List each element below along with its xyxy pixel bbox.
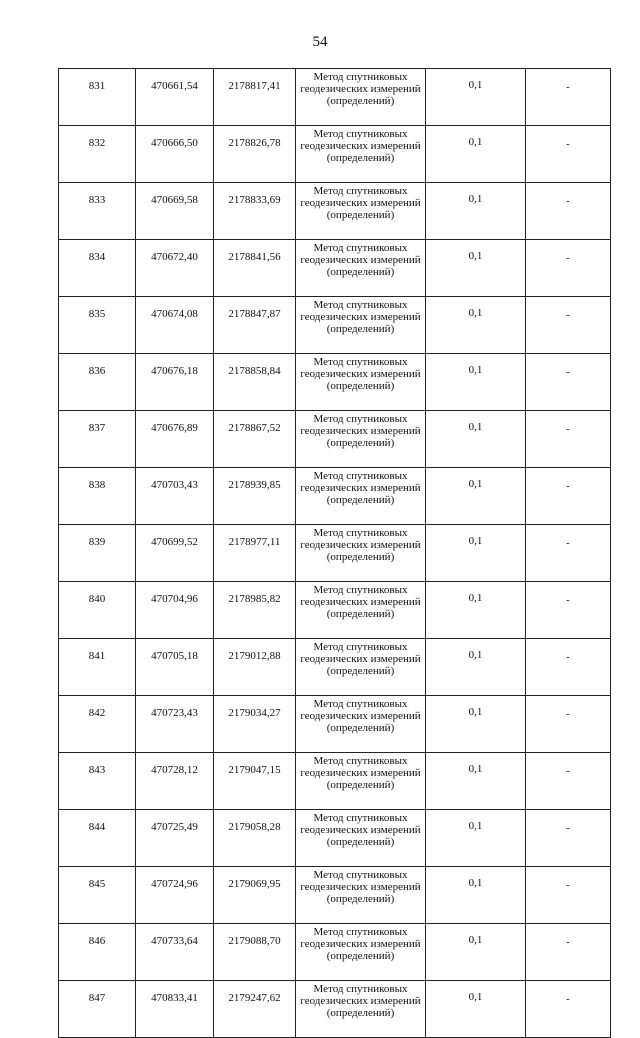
y-coordinate-cell: 2179088,70 [214,924,296,981]
accuracy-cell: 0,1 [426,753,526,810]
y-coordinate-cell: 2178847,87 [214,297,296,354]
method-cell [296,753,426,810]
description-cell: - [526,240,611,297]
method-text-line: Метод спутниковых [313,128,408,140]
table-row [59,981,611,1038]
accuracy-cell: 0,1 [426,696,526,753]
point-number-cell: 844 [59,810,136,867]
method-cell [296,981,426,1038]
method-text-line: (определений) [326,437,395,449]
description-cell: - [526,468,611,525]
x-coordinate-cell: 470703,43 [136,468,214,525]
method-cell [296,924,426,981]
method-text-line: (определений) [326,779,395,791]
y-coordinate-cell: 2179034,27 [214,696,296,753]
method-text-line: Метод спутниковых [313,71,408,83]
method-text-line: геодезических измерений [300,995,421,1007]
x-coordinate-cell: 470661,54 [136,69,214,126]
description-cell: - [526,183,611,240]
method-text-line: геодезических измерений [300,482,421,494]
table-row [59,468,611,525]
table-row [59,867,611,924]
method-text-line: (определений) [326,323,395,335]
point-number-cell: 842 [59,696,136,753]
table-row [59,126,611,183]
accuracy-cell: 0,1 [426,126,526,183]
method-text-line: (определений) [326,152,395,164]
method-cell [296,696,426,753]
x-coordinate-cell: 470723,43 [136,696,214,753]
point-number-cell: 846 [59,924,136,981]
x-coordinate-cell: 470833,41 [136,981,214,1038]
x-coordinate-cell: 470724,96 [136,867,214,924]
point-number-cell: 840 [59,582,136,639]
method-cell [296,240,426,297]
table-row [59,297,611,354]
method-text-line: (определений) [326,665,395,677]
method-cell [296,867,426,924]
point-number-cell: 832 [59,126,136,183]
point-number-cell: 841 [59,639,136,696]
description-cell: - [526,126,611,183]
y-coordinate-cell: 2179058,28 [214,810,296,867]
y-coordinate-cell: 2179012,88 [214,639,296,696]
method-text-line: Метод спутниковых [313,185,408,197]
method-text-line: (определений) [326,836,395,848]
point-number-cell: 839 [59,525,136,582]
method-text-line: (определений) [326,1007,395,1019]
method-text-line: геодезических измерений [300,311,421,323]
table-row [59,411,611,468]
y-coordinate-cell: 2178841,56 [214,240,296,297]
method-text-line: геодезических измерений [300,710,421,722]
method-text-line: Метод спутниковых [313,413,408,425]
accuracy-cell: 0,1 [426,639,526,696]
method-text-line: (определений) [326,266,395,278]
accuracy-cell: 0,1 [426,810,526,867]
method-text-line: (определений) [326,608,395,620]
accuracy-cell: 0,1 [426,411,526,468]
method-text-line: (определений) [326,95,395,107]
method-text-line: геодезических измерений [300,596,421,608]
description-cell: - [526,69,611,126]
method-text-line: Метод спутниковых [313,812,408,824]
x-coordinate-cell: 470728,12 [136,753,214,810]
description-cell: - [526,297,611,354]
method-text-line: геодезических измерений [300,824,421,836]
point-number-cell: 831 [59,69,136,126]
method-text-line: геодезических измерений [300,938,421,950]
method-cell [296,126,426,183]
method-text-line: геодезических измерений [300,539,421,551]
y-coordinate-cell: 2178867,52 [214,411,296,468]
point-number-cell: 843 [59,753,136,810]
table-row [59,183,611,240]
table-row [59,810,611,867]
description-cell: - [526,411,611,468]
y-coordinate-cell: 2178817,41 [214,69,296,126]
table-row [59,582,611,639]
x-coordinate-cell: 470676,89 [136,411,214,468]
method-cell [296,582,426,639]
description-cell: - [526,867,611,924]
method-text-line: Метод спутниковых [313,755,408,767]
accuracy-cell: 0,1 [426,240,526,297]
accuracy-cell: 0,1 [426,582,526,639]
y-coordinate-cell: 2178833,69 [214,183,296,240]
description-cell: - [526,753,611,810]
y-coordinate-cell: 2179247,62 [214,981,296,1038]
method-text-line: Метод спутниковых [313,926,408,938]
description-cell: - [526,981,611,1038]
table-row [59,69,611,126]
table-body [59,69,611,1038]
y-coordinate-cell: 2179047,15 [214,753,296,810]
method-text-line: Метод спутниковых [313,869,408,881]
method-text-line: Метод спутниковых [313,527,408,539]
accuracy-cell: 0,1 [426,468,526,525]
method-cell [296,525,426,582]
point-number-cell: 838 [59,468,136,525]
description-cell: - [526,639,611,696]
description-cell: - [526,810,611,867]
point-number-cell: 837 [59,411,136,468]
method-text-line: геодезических измерений [300,254,421,266]
method-cell [296,411,426,468]
accuracy-cell: 0,1 [426,525,526,582]
method-text-line: геодезических измерений [300,653,421,665]
table-row [59,753,611,810]
method-text-line: геодезических измерений [300,197,421,209]
x-coordinate-cell: 470704,96 [136,582,214,639]
x-coordinate-cell: 470705,18 [136,639,214,696]
y-coordinate-cell: 2178858,84 [214,354,296,411]
method-text-line: (определений) [326,950,395,962]
method-text-line: (определений) [326,209,395,221]
y-coordinate-cell: 2178985,82 [214,582,296,639]
x-coordinate-cell: 470666,50 [136,126,214,183]
method-text-line: Метод спутниковых [313,470,408,482]
point-number-cell: 835 [59,297,136,354]
method-cell [296,354,426,411]
method-text-line: геодезических измерений [300,140,421,152]
method-text-line: геодезических измерений [300,881,421,893]
method-cell [296,639,426,696]
accuracy-cell: 0,1 [426,924,526,981]
y-coordinate-cell: 2178826,78 [214,126,296,183]
y-coordinate-cell: 2178939,85 [214,468,296,525]
description-cell: - [526,696,611,753]
point-number-cell: 845 [59,867,136,924]
table-row [59,525,611,582]
method-text-line: (определений) [326,380,395,392]
accuracy-cell: 0,1 [426,183,526,240]
table-row [59,696,611,753]
method-text-line: (определений) [326,893,395,905]
method-text-line: (определений) [326,551,395,563]
method-cell [296,297,426,354]
description-cell: - [526,924,611,981]
x-coordinate-cell: 470669,58 [136,183,214,240]
method-text-line: геодезических измерений [300,425,421,437]
method-text-line: геодезических измерений [300,83,421,95]
method-cell [296,810,426,867]
x-coordinate-cell: 470699,52 [136,525,214,582]
x-coordinate-cell: 470674,08 [136,297,214,354]
accuracy-cell: 0,1 [426,297,526,354]
table-row [59,639,611,696]
method-text-line: Метод спутниковых [313,356,408,368]
x-coordinate-cell: 470676,18 [136,354,214,411]
method-cell [296,468,426,525]
table-row [59,354,611,411]
y-coordinate-cell: 2178977,11 [214,525,296,582]
coordinates-table [58,68,611,1038]
accuracy-cell: 0,1 [426,69,526,126]
method-text-line: геодезических измерений [300,368,421,380]
method-text-line: (определений) [326,722,395,734]
accuracy-cell: 0,1 [426,354,526,411]
point-number-cell: 836 [59,354,136,411]
method-text-line: Метод спутниковых [313,641,408,653]
method-text-line: геодезических измерений [300,767,421,779]
method-text-line: Метод спутниковых [313,584,408,596]
method-text-line: Метод спутниковых [313,698,408,710]
point-number-cell: 834 [59,240,136,297]
method-text-line: Метод спутниковых [313,983,408,995]
x-coordinate-cell: 470733,64 [136,924,214,981]
method-text-line: Метод спутниковых [313,242,408,254]
accuracy-cell: 0,1 [426,867,526,924]
table-row [59,240,611,297]
page-number: 54 [312,34,328,50]
method-cell [296,183,426,240]
x-coordinate-cell: 470672,40 [136,240,214,297]
point-number-cell: 833 [59,183,136,240]
description-cell: - [526,525,611,582]
y-coordinate-cell: 2179069,95 [214,867,296,924]
point-number-cell: 847 [59,981,136,1038]
method-text-line: (определений) [326,494,395,506]
x-coordinate-cell: 470725,49 [136,810,214,867]
method-cell [296,69,426,126]
table-row [59,924,611,981]
accuracy-cell: 0,1 [426,981,526,1038]
description-cell: - [526,354,611,411]
description-cell: - [526,582,611,639]
method-text-line: Метод спутниковых [313,299,408,311]
